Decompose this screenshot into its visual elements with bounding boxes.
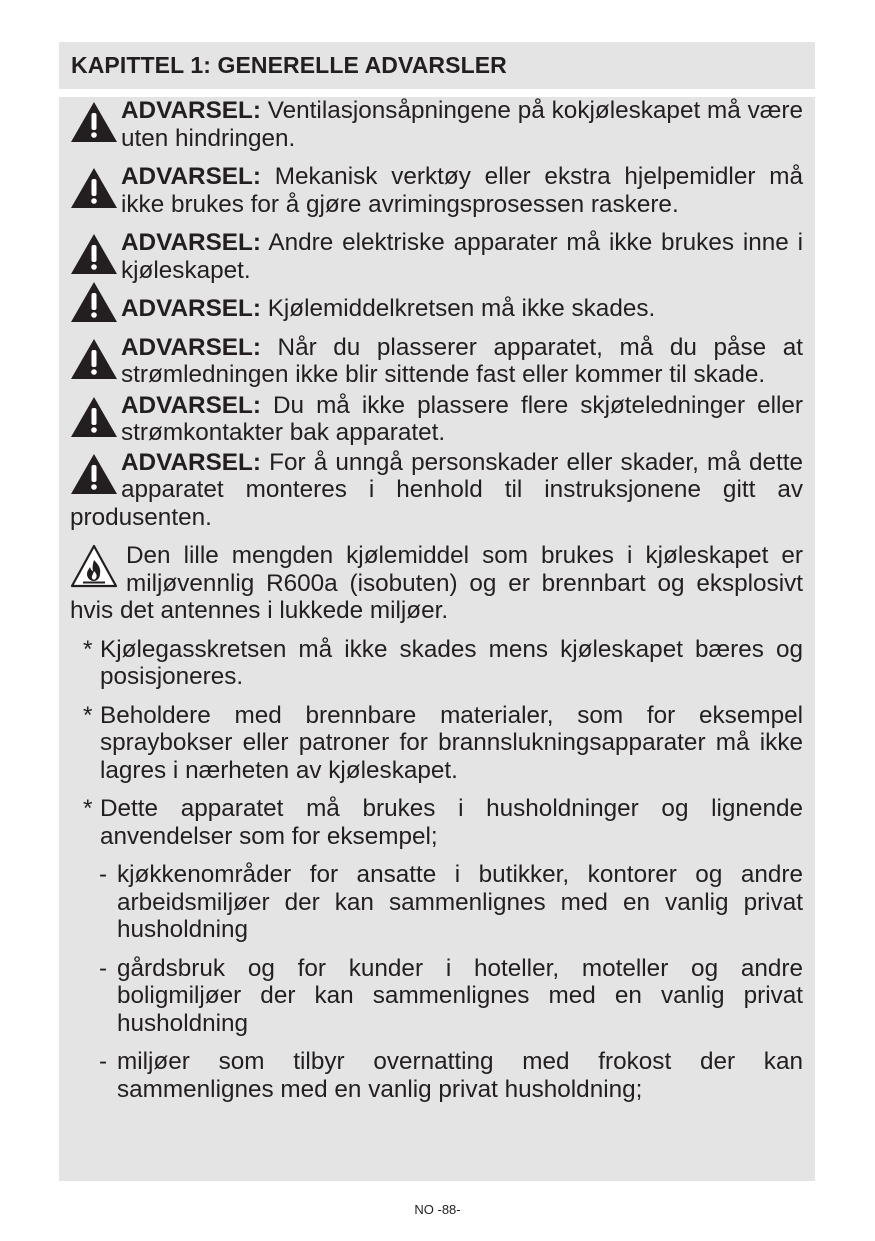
- dash-item-1: - gårdsbruk og for kunder i hoteller, moteller og andre boligmiljøer der kan sammenlignes med en vanlig privat husholdning: [99, 954, 803, 1037]
- warnings-panel: [59, 97, 815, 1181]
- flammable-note: Den lille mengden kjølemiddel som brukes i kjøleskapet er miljøvennlig R600a (isobuten) og er brennbart og eksplosivt hvis det antennes i lukkede miljøer.: [70, 542, 803, 624]
- bullet-item-1: * Beholdere med brennbare materialer, som for eksempel spraybokser eller patroner for brannslukningsapparater må ikke lagres i nærheten av kjøleskapet.: [83, 701, 803, 784]
- bullet-item-0: * Kjølegasskretsen må ikke skades mens kjøleskapet bæres og posisjoneres.: [83, 635, 803, 690]
- warning-3: ADVARSEL: Kjølemiddelkretsen må ikke skades.: [70, 295, 803, 323]
- dash-item-2: - miljøer som tilbyr overnatting med frokost der kan sammenlignes med en vanlig privat husholdning;: [99, 1048, 803, 1103]
- warning-triangle-icon: [70, 396, 118, 438]
- warning-triangle-icon: [70, 101, 118, 143]
- page-number: NO -88-: [414, 1202, 461, 1217]
- warning-triangle-icon: [70, 233, 118, 275]
- warning-2: ADVARSEL: Andre elektriske apparater må ikke brukes inne i kjøleskapet.: [70, 229, 803, 284]
- warning-triangle-icon: [70, 281, 118, 323]
- chapter-title: KAPITTEL 1: GENERELLE ADVARSLER: [71, 52, 507, 78]
- warning-triangle-icon: [70, 453, 118, 495]
- warning-triangle-icon: [70, 338, 118, 380]
- dash-item-0: - kjøkkenområder for ansatte i butikker, kontorer og andre arbeidsmiljøer der kan sammenlignes med en vanlig privat husholdning: [99, 861, 803, 943]
- bullet-item-2: * Dette apparatet må brukes i husholdninger og lignende anvendelser som for eksempel;: [83, 795, 803, 850]
- chapter-header: [59, 42, 815, 89]
- warning-5: ADVARSEL: Du må ikke plassere flere skjøteledninger eller strømkontakter bak apparatet.: [70, 392, 803, 447]
- warning-triangle-icon: [70, 167, 118, 209]
- warning-0: ADVARSEL: Ventilasjonsåpningene på kokjøleskapet må være uten hindringen.: [70, 97, 803, 152]
- warning-6: ADVARSEL: For å unngå personskader eller skader, må dette apparatet monteres i henhold til instruksjonene gitt av produsenten.: [70, 448, 803, 531]
- warning-1: ADVARSEL: Mekanisk verktøy eller ekstra hjelpemidler må ikke brukes for å gjøre avrimingsprosessen raskere.: [70, 163, 803, 218]
- flammable-icon: [70, 544, 118, 588]
- warning-4: ADVARSEL: Når du plasserer apparatet, må du påse at strømledningen ikke blir sittende fast eller kommer til skade.: [70, 334, 803, 389]
